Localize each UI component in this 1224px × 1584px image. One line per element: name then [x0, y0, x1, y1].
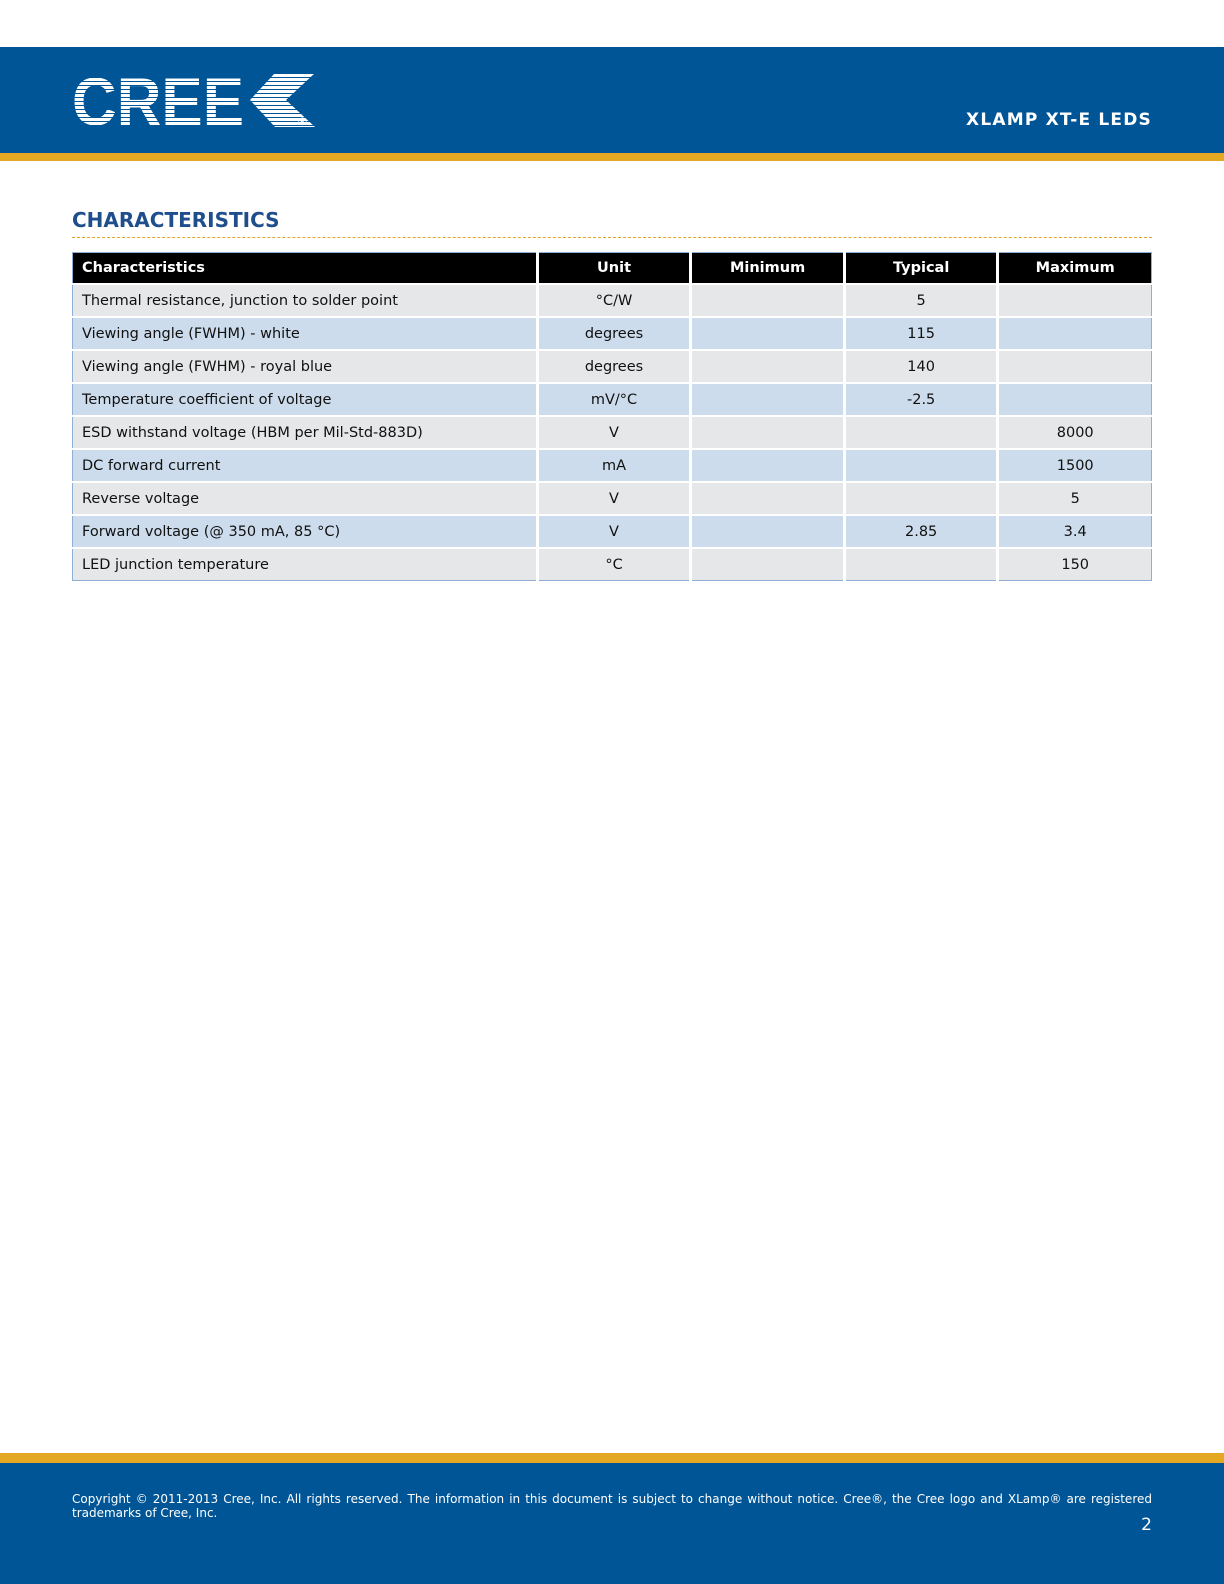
cell-typical [844, 416, 998, 449]
cell-characteristic: Forward voltage (@ 350 mA, 85 °C) [73, 515, 538, 548]
cell-characteristic: Viewing angle (FWHM) - white [73, 317, 538, 350]
cell-characteristic: Thermal resistance, junction to solder point [73, 284, 538, 317]
cell-maximum: 1500 [998, 449, 1152, 482]
table-row [73, 515, 1152, 548]
cell-typical: 115 [844, 317, 998, 350]
document-title: XLAMP XT-E LEDS [966, 110, 1152, 130]
header-typical: Typical [844, 253, 998, 285]
copyright-notice: Copyright © 2011-2013 Cree, Inc. All rights reserved. The information in this document is subject to change without notice. Cree®, the Cree logo and XLamp® are registered trademarks of Cree, Inc. [72, 1492, 1152, 1520]
cell-unit: °C [537, 548, 691, 581]
cell-minimum [691, 317, 845, 350]
cell-minimum [691, 350, 845, 383]
cell-characteristic: Reverse voltage [73, 482, 538, 515]
cell-typical [844, 449, 998, 482]
cell-maximum [998, 284, 1152, 317]
cell-typical: -2.5 [844, 383, 998, 416]
cell-maximum: 8000 [998, 416, 1152, 449]
footer-stripe [0, 1453, 1224, 1463]
cell-maximum: 5 [998, 482, 1152, 515]
cell-unit: V [537, 416, 691, 449]
cell-typical [844, 482, 998, 515]
cell-unit: V [537, 515, 691, 548]
cell-maximum: 3.4 [998, 515, 1152, 548]
cell-minimum [691, 416, 845, 449]
cell-minimum [691, 383, 845, 416]
cell-minimum [691, 482, 845, 515]
cell-typical: 5 [844, 284, 998, 317]
header-characteristics: Characteristics [73, 253, 538, 285]
cell-maximum: 150 [998, 548, 1152, 581]
section-heading: CHARACTERISTICS [72, 208, 280, 232]
cell-characteristic: Viewing angle (FWHM) - royal blue [73, 350, 538, 383]
cell-characteristic: Temperature coefficient of voltage [73, 383, 538, 416]
cell-characteristic: LED junction temperature [73, 548, 538, 581]
cell-typical: 2.85 [844, 515, 998, 548]
table-row [73, 416, 1152, 449]
cell-typical: 140 [844, 350, 998, 383]
header-unit: Unit [537, 253, 691, 285]
cell-unit: degrees [537, 317, 691, 350]
cree-logo [72, 70, 322, 130]
header-stripe [0, 153, 1224, 161]
table-row [73, 482, 1152, 515]
cell-maximum [998, 317, 1152, 350]
cell-minimum [691, 284, 845, 317]
cell-typical [844, 548, 998, 581]
cree-logo-wordmark: CREE [72, 70, 244, 130]
cell-unit: mA [537, 449, 691, 482]
table-row [73, 317, 1152, 350]
table-row [73, 284, 1152, 317]
cell-minimum [691, 548, 845, 581]
cell-unit: °C/W [537, 284, 691, 317]
cell-maximum [998, 383, 1152, 416]
registered-mark: ® [297, 115, 308, 128]
cell-minimum [691, 515, 845, 548]
footer-band [0, 1463, 1224, 1584]
header-minimum: Minimum [691, 253, 845, 285]
table-header-row [73, 253, 1152, 285]
cell-unit: mV/°C [537, 383, 691, 416]
table-row [73, 449, 1152, 482]
cell-unit: V [537, 482, 691, 515]
cell-characteristic: DC forward current [73, 449, 538, 482]
page-number: 2 [1141, 1515, 1152, 1535]
characteristics-table [72, 252, 1152, 581]
cell-characteristic: ESD withstand voltage (HBM per Mil-Std-883D) [73, 416, 538, 449]
header-maximum: Maximum [998, 253, 1152, 285]
table-row [73, 548, 1152, 581]
cell-maximum [998, 350, 1152, 383]
table-row [73, 383, 1152, 416]
cell-unit: degrees [537, 350, 691, 383]
section-divider [72, 237, 1152, 238]
cell-minimum [691, 449, 845, 482]
table-row [73, 350, 1152, 383]
